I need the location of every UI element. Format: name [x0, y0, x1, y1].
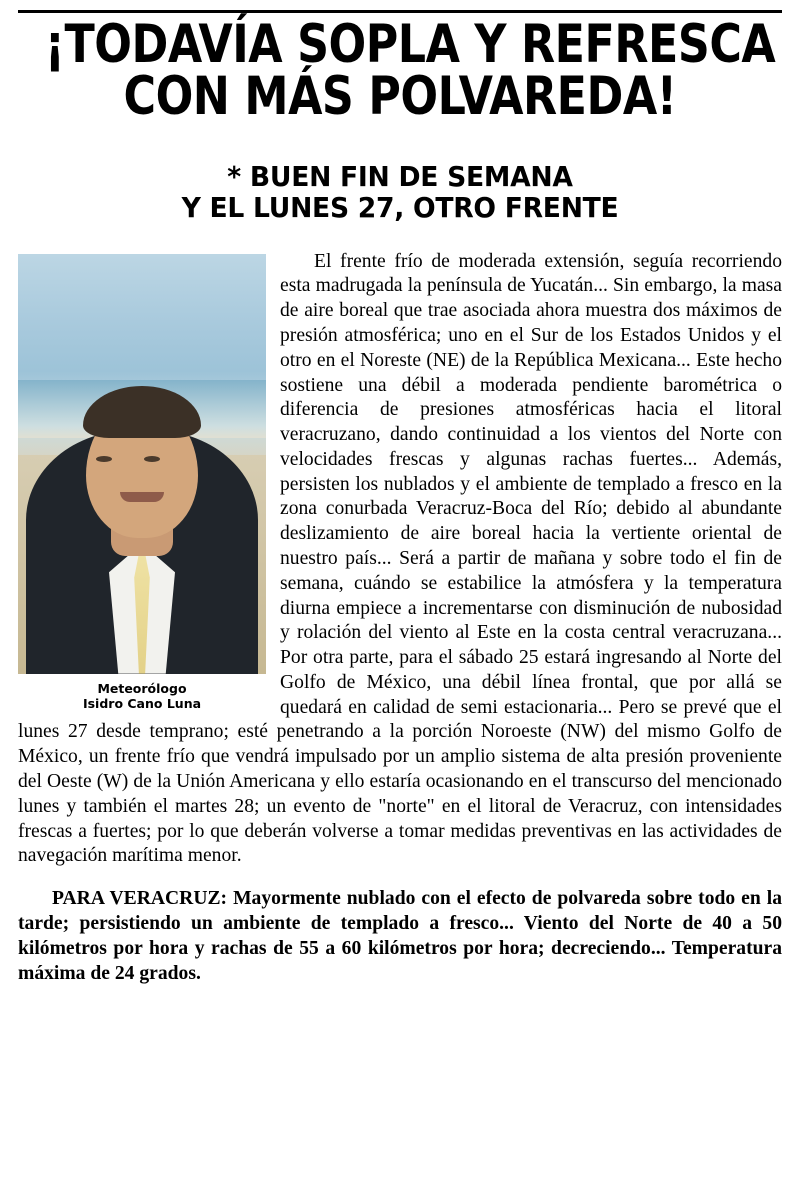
caption-line-name: Isidro Cano Luna: [82, 696, 202, 712]
subheadline: [37, 161, 763, 224]
forecast-label: PARA VERACRUZ:: [52, 888, 228, 910]
headline-line-2: CON MÁS POLVAREDA!: [123, 65, 677, 127]
subheadline-line-1: * BUEN FIN DE SEMANA: [227, 159, 573, 193]
headline-line-1: ¡TODAVÍA SOPLA Y REFRESCA: [44, 14, 776, 75]
photo-block: [18, 254, 266, 712]
article-paragraph-2: [18, 886, 782, 986]
page-title: [44, 14, 776, 127]
right-eye-shape: [144, 456, 160, 462]
left-eye-shape: [96, 456, 112, 462]
article-paragraph-1: El frente frío de moderada extensión, seguía recorriendo esta madrugada la península de Yucatán... Sin embargo, la masa de aire boreal que trae asociada ahora muestra dos máximos de presión atmosférica; uno en el Sur de los Estados Unidos y el otro en el Noreste (NE) de la República Mexicana... Este hecho sostiene una débil a moderada pendiente barométrica o diferencia de presiones atmosféricas hacia el litoral veracruzano, dando continuidad a los vientos del Norte con velocidades frescas y algunas rachas fuertes... Además, persisten los nublados y el ambiente de templado a fresco en la zona conurbada Veracruz-Boca del Río; debido al abundante deslizamiento de aire boreal hacia la vertiente oriental de nuestro país... Será a partir de mañana y sobre todo el fin de semana, cuándo se estabilice la atmósfera y la temperatura diurna empiece a incrementarse con disminución de nubosidad y rolación del viento al Este en la costa central veracruzana... Por otra parte, para el sábado 25 estará ingresando al Norte del Golfo de México, una débil línea frontal, que por allá se quedará en calidad de semi estacionaria... Pero se prevé que el lunes 27 desde temprano; esté penetrando a la porción Noroeste (NW) del mismo Golfo de México, un frente frío que vendrá impulsado por un amplio sistema de alta presión proveniente del Oeste (W) de la Unión Americana y ello estaría ocasionando en el transcurso del mencionado lunes y también el martes 28; un evento de "norte" en el litoral de Veracruz, con intensidades frescas a fuertes; por lo que deberán volverse a tomar medidas preventivas en las actividades de navegación marítima menor.: [18, 250, 782, 867]
meteorologist-photo: [18, 254, 266, 674]
subheadline-line-2: Y EL LUNES 27, OTRO FRENTE: [181, 191, 619, 225]
caption-line-role: Meteorólogo: [97, 680, 187, 696]
article-body: [18, 250, 782, 987]
top-divider: [18, 10, 782, 13]
photo-caption: [18, 681, 266, 712]
mouth-shape: [120, 492, 164, 502]
forecast-text: Mayormente nublado con el efecto de polvareda sobre todo en la tarde; persistiendo un ambiente de templado a fresco... Viento del Norte de 40 a 50 kilómetros por hora y rachas de 55 a 60 kilómetros por hora; decreciendo... Temperatura máxima de 24 grados.: [18, 888, 782, 985]
